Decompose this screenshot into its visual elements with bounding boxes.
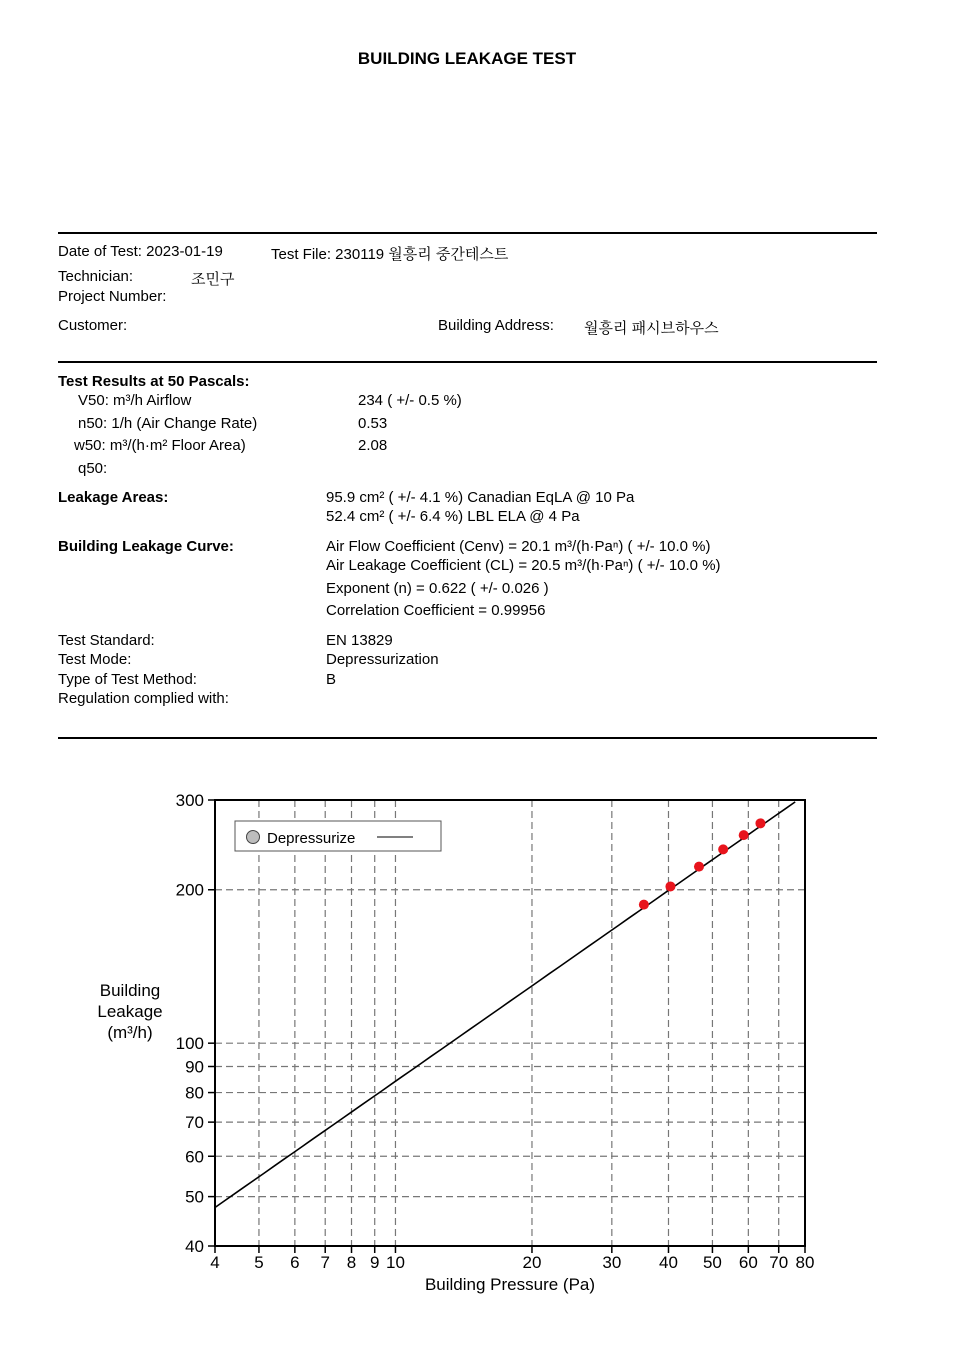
data-point	[639, 900, 649, 910]
regulation-label: Regulation complied with:	[58, 690, 229, 707]
w50-label: w50: m³/(h·m² Floor Area)	[74, 437, 246, 454]
n50-value: 0.53	[358, 415, 388, 432]
x-tick-label: 30	[602, 1253, 622, 1272]
leakage-areas-heading: Leakage Areas:	[58, 489, 169, 506]
y-axis-label	[97, 981, 162, 1042]
fit-line	[215, 802, 795, 1208]
leakage-area-eqla: 95.9 cm² ( +/- 4.1 %) Canadian EqLA @ 10 Pa	[326, 489, 635, 506]
legend	[235, 821, 441, 851]
data-point	[665, 881, 675, 891]
y-tick-label: 300	[175, 791, 204, 810]
x-tick-label: 60	[738, 1253, 758, 1272]
air-leakage-coefficient: Air Leakage Coefficient (CL) = 20.5 m³/(h·Paⁿ) ( +/- 10.0 %)	[326, 557, 721, 574]
chart-grid	[215, 800, 805, 1246]
leakage-area-ela: 52.4 cm² ( +/- 6.4 %) LBL ELA @ 4 Pa	[326, 508, 580, 525]
plot-frame	[215, 800, 805, 1246]
data-point	[739, 830, 749, 840]
test-standard-value: EN 13829	[326, 632, 393, 649]
y-tick-label: 60	[185, 1147, 204, 1167]
x-tick-label: 50	[702, 1253, 722, 1272]
data-point	[755, 818, 765, 828]
y-tick-label: 50	[185, 1187, 204, 1207]
project-number-label: Project Number:	[58, 288, 167, 305]
divider	[58, 737, 877, 739]
w50-value: 2.08	[358, 437, 388, 454]
x-tick-label: 20	[522, 1253, 542, 1272]
legend-marker	[247, 831, 260, 844]
y-tick-label: 70	[185, 1113, 204, 1133]
x-tick-label: 70	[769, 1253, 789, 1272]
data-points	[639, 818, 766, 909]
x-tick-label: 7	[320, 1253, 330, 1272]
test-standard-label: Test Standard:	[58, 632, 155, 649]
data-point	[694, 862, 704, 872]
test-mode-label: Test Mode:	[58, 651, 132, 668]
y-tick-label: 200	[175, 880, 204, 900]
customer-label: Customer:	[58, 317, 128, 334]
x-tick-label: 6	[290, 1253, 300, 1272]
test-method-label: Type of Test Method:	[58, 671, 197, 688]
data-point	[718, 844, 728, 854]
x-tick-label: 5	[254, 1253, 264, 1272]
building-address-value: 월흥리 패시브하우스	[584, 320, 719, 337]
building-address-label: Building Address:	[438, 317, 554, 334]
divider	[58, 361, 877, 363]
v50-value: 234 ( +/- 0.5 %)	[358, 392, 462, 409]
axis-ticks	[176, 791, 815, 1272]
x-tick-label: 8	[346, 1253, 357, 1272]
x-tick-label: 40	[659, 1253, 678, 1272]
fit-curve	[215, 802, 795, 1208]
test-file: Test File: 230119 월흥리 중간테스트	[271, 246, 509, 263]
y-tick-label: 80	[185, 1083, 204, 1103]
y-axis-label-line: (m³/h)	[107, 1023, 153, 1042]
leakage-chart	[0, 770, 966, 1330]
technician-value: 조민구	[191, 271, 235, 288]
x-axis-label: Building Pressure (Pa)	[424, 1275, 596, 1294]
y-tick-label: 100	[175, 1034, 204, 1054]
air-flow-coefficient: Air Flow Coefficient (Cenv) = 20.1 m³/(h·Paⁿ) ( +/- 10.0 %)	[326, 538, 711, 555]
v50-label: V50: m³/h Airflow	[78, 392, 192, 409]
n50-label: n50: 1/h (Air Change Rate)	[78, 415, 258, 432]
x-tick-label: 80	[795, 1253, 815, 1272]
date-of-test: Date of Test: 2023-01-19	[58, 243, 223, 260]
x-tick-label: 4	[210, 1253, 220, 1272]
q50-label: q50:	[78, 460, 108, 477]
y-axis-label-line: Leakage	[97, 1002, 163, 1021]
divider	[58, 232, 877, 234]
technician-label: Technician:	[58, 268, 134, 285]
results-heading: Test Results at 50 Pascals:	[58, 373, 250, 390]
report-title: BUILDING LEAKAGE TEST	[357, 49, 577, 68]
curve-heading: Building Leakage Curve:	[58, 538, 234, 555]
y-tick-label: 40	[185, 1237, 204, 1256]
x-tick-label: 10	[385, 1253, 405, 1272]
test-method-value: B	[326, 671, 337, 688]
exponent: Exponent (n) = 0.622 ( +/- 0.026 )	[326, 580, 549, 597]
test-mode-value: Depressurization	[326, 651, 439, 668]
x-tick-label: 9	[369, 1253, 380, 1272]
y-tick-label: 90	[185, 1057, 204, 1077]
legend-label: Depressurize	[267, 830, 356, 847]
correlation-coefficient: Correlation Coefficient = 0.99956	[326, 602, 546, 619]
y-axis-label-line: Building	[99, 981, 161, 1000]
